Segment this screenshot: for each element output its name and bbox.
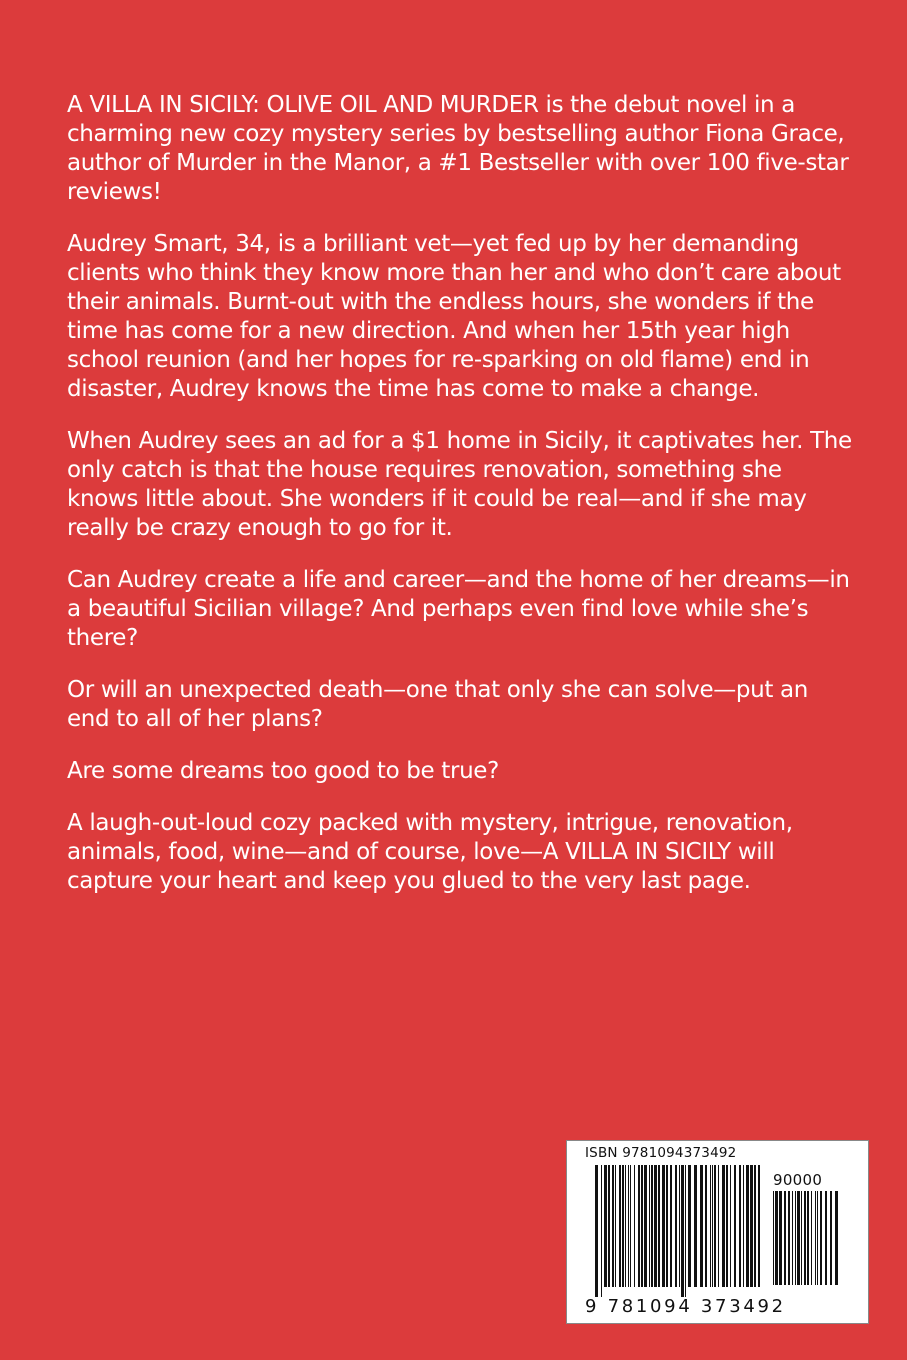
barcode-addon-bars <box>773 1191 839 1295</box>
barcode-bar <box>700 1165 703 1287</box>
barcode-bar <box>746 1165 749 1287</box>
barcode-bar <box>773 1191 774 1285</box>
barcode-bar <box>795 1191 796 1285</box>
barcode-bar <box>714 1165 716 1287</box>
barcode-bar <box>675 1165 677 1287</box>
barcode-bar <box>644 1165 647 1287</box>
barcode-bar <box>688 1165 691 1287</box>
barcode-bar <box>625 1165 626 1287</box>
barcode-bar <box>754 1165 756 1287</box>
barcode-bar <box>679 1165 680 1287</box>
barcode-bar <box>651 1165 653 1287</box>
barcode-bar <box>658 1165 660 1287</box>
barcode-bar <box>694 1165 697 1287</box>
barcode-bar <box>638 1165 640 1287</box>
isbn-label: ISBN 9781094373492 <box>585 1145 737 1161</box>
barcode-bar <box>681 1165 684 1297</box>
blurb-paragraph-6: Are some dreams too good to be true? <box>67 758 499 784</box>
barcode-bar <box>739 1165 741 1287</box>
barcode-bar <box>628 1165 629 1287</box>
barcode-bar <box>685 1165 686 1297</box>
barcode-bar <box>804 1191 806 1285</box>
barcode-bar <box>734 1165 736 1287</box>
barcode-bar <box>811 1191 812 1285</box>
barcode-bar <box>641 1165 643 1287</box>
blurb-paragraph-4: Can Audrey create a life and career—and the home of her dreams—in a beautiful Sicilian village? And perhaps even find love while she’s there? <box>67 567 850 651</box>
barcode-bar <box>792 1191 793 1285</box>
barcode-bar <box>750 1165 753 1287</box>
barcode-bar <box>670 1165 672 1287</box>
barcode-digits: 9 781094 373492 <box>585 1296 786 1317</box>
barcode-bar <box>797 1191 800 1285</box>
barcode-bar <box>601 1165 602 1297</box>
blurb-paragraph-2: Audrey Smart, 34, is a brilliant vet—yet fed up by her demanding clients who think they know more than her and who don’t care about their animals. Burnt-out with the endless hours, she wonders if the time has come for a new direction. And when her 15th year high school reunion (and her hopes for re-sparking on old flame) end in disaster, Audrey knows the time has come to make a change. <box>67 231 841 402</box>
barcode-bar <box>649 1165 650 1287</box>
blurb-paragraph-7: A laugh-out-loud cozy packed with mystery, intrigue, renovation, animals, food, wine—and of course, love—A VILLA IN SICILY will capture your heart and keep you glued to the very last page. <box>67 810 793 894</box>
barcode-bar <box>710 1165 711 1287</box>
barcode-bar <box>788 1191 790 1285</box>
barcode-bar <box>830 1191 832 1285</box>
barcode-bar <box>817 1191 818 1285</box>
barcode-bar <box>666 1165 668 1287</box>
blurb-paragraph-1: A VILLA IN SICILY: OLIVE OIL AND MURDER is the debut novel in a charming new cozy mystery series by bestselling author Fiona Grace, author of Murder in the Manor, a #1 Bestseller with over 100 five-star reviews! <box>67 92 849 205</box>
blurb-paragraph-3: When Audrey sees an ad for a $1 home in Sicily, it captivates her. The only catch is that the house requires renovation, something she knows little about. She wonders if it could be real—and if she may really be crazy enough to go for it. <box>67 428 852 541</box>
barcode-bar <box>595 1165 598 1297</box>
barcode-bar <box>815 1191 816 1285</box>
price-code: 90000 <box>773 1171 823 1189</box>
barcode-bar <box>835 1191 838 1285</box>
barcode-main-bars <box>595 1165 763 1297</box>
barcode-bar <box>705 1165 707 1287</box>
barcode-bar <box>807 1191 809 1285</box>
barcode-bar <box>722 1165 725 1287</box>
barcode-bar <box>730 1165 731 1287</box>
barcode-bar <box>662 1165 665 1287</box>
barcode-bar <box>726 1165 728 1287</box>
barcode-bar <box>758 1165 760 1287</box>
barcode-bar <box>630 1165 631 1287</box>
barcode-bar <box>654 1165 657 1287</box>
barcode-bar <box>622 1165 624 1287</box>
barcode-bar <box>608 1165 610 1287</box>
barcode-bar <box>718 1165 719 1287</box>
barcode-bar <box>784 1191 786 1285</box>
barcode-bar <box>604 1165 607 1287</box>
book-blurb <box>67 91 857 919</box>
barcode-bar <box>619 1165 621 1287</box>
barcode-bar <box>825 1191 827 1285</box>
barcode-bar <box>775 1191 778 1285</box>
barcode-bar <box>634 1165 635 1287</box>
barcode-bar <box>743 1165 744 1287</box>
barcode-bar <box>612 1165 614 1287</box>
barcode-bar <box>615 1165 616 1287</box>
barcode-bar <box>779 1191 782 1285</box>
isbn-barcode <box>566 1140 869 1324</box>
blurb-paragraph-5: Or will an unexpected death—one that only she can solve—put an end to all of her plans? <box>67 677 808 732</box>
barcode-bar <box>820 1191 822 1285</box>
barcode-bar <box>712 1165 713 1287</box>
barcode-bar <box>801 1191 802 1285</box>
